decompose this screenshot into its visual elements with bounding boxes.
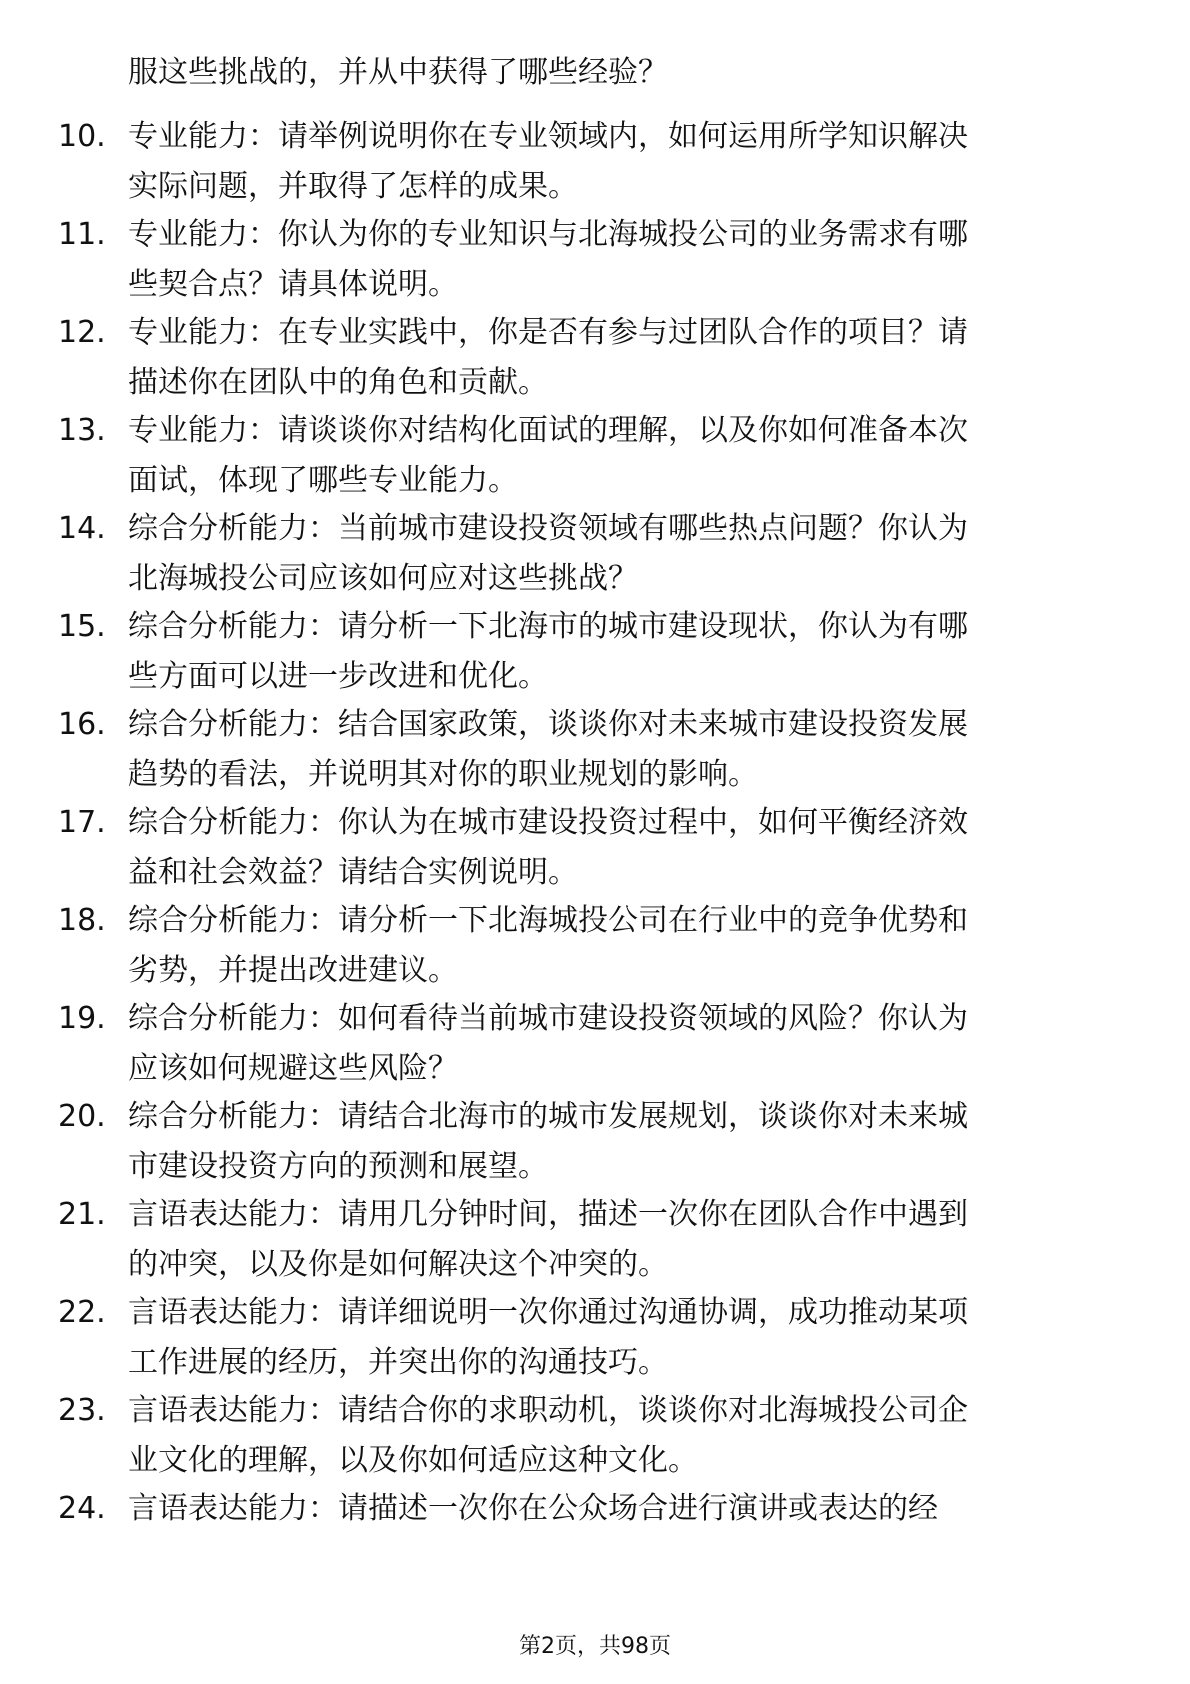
question-number: 16.: [58, 707, 106, 742]
question-line: 综合分析能力：当前城市建设投资领域有哪些热点问题？你认为: [128, 511, 968, 546]
continuation-text: 服这些挑战的，并从中获得了哪些经验？: [128, 55, 668, 90]
question-text: [128, 700, 1118, 800]
question-line: 言语表达能力：请用几分钟时间，描述一次你在团队合作中遇到: [128, 1197, 968, 1232]
question-item: [0, 994, 1190, 1092]
question-number: 18.: [58, 903, 106, 938]
question-text: [128, 1092, 1118, 1192]
question-item: [0, 112, 1190, 210]
question-line: 劣势，并提出改进建议。: [128, 953, 458, 988]
question-number: 12.: [58, 315, 106, 350]
question-item: [0, 504, 1190, 602]
question-item: [0, 700, 1190, 798]
question-line: 专业能力：请谈谈你对结构化面试的理解，以及你如何准备本次: [128, 413, 968, 448]
question-text: [128, 1386, 1118, 1486]
question-item: [0, 1288, 1190, 1386]
question-line: 业文化的理解，以及你如何适应这种文化。: [128, 1443, 698, 1478]
question-item: [0, 1092, 1190, 1190]
page-number-footer: 第2页，共98页: [519, 1634, 671, 1659]
question-text: [128, 504, 1118, 604]
question-text: [128, 308, 1118, 408]
question-item: [0, 798, 1190, 896]
question-text: [128, 112, 1118, 212]
question-number: 15.: [58, 609, 106, 644]
question-line: 北海城投公司应该如何应对这些挑战？: [128, 561, 638, 596]
question-line: 的冲突，以及你是如何解决这个冲突的。: [128, 1247, 668, 1282]
question-line: 专业能力：你认为你的专业知识与北海城投公司的业务需求有哪: [128, 217, 968, 252]
question-line: 工作进展的经历，并突出你的沟通技巧。: [128, 1345, 668, 1380]
question-line: 综合分析能力：请分析一下北海城投公司在行业中的竞争优势和: [128, 903, 968, 938]
question-item: [0, 896, 1190, 994]
question-line: 言语表达能力：请描述一次你在公众场合进行演讲或表达的经: [128, 1491, 938, 1526]
question-text: [128, 994, 1118, 1094]
question-line: 综合分析能力：结合国家政策，谈谈你对未来城市建设投资发展: [128, 707, 968, 742]
question-line: 趋势的看法，并说明其对你的职业规划的影响。: [128, 757, 758, 792]
question-text: [128, 210, 1118, 310]
question-item: [0, 308, 1190, 406]
question-number: 10.: [58, 119, 106, 154]
question-item: [0, 210, 1190, 308]
question-text: [128, 406, 1118, 506]
question-item: [0, 1484, 1190, 1582]
question-item: [0, 1190, 1190, 1288]
question-line: 综合分析能力：请分析一下北海市的城市建设现状，你认为有哪: [128, 609, 968, 644]
question-text: [128, 896, 1118, 996]
question-line: 综合分析能力：你认为在城市建设投资过程中，如何平衡经济效: [128, 805, 968, 840]
question-line: 言语表达能力：请结合你的求职动机，谈谈你对北海城投公司企: [128, 1393, 968, 1428]
question-line: 专业能力：在专业实践中，你是否有参与过团队合作的项目？请: [128, 315, 968, 350]
question-line: 市建设投资方向的预测和展望。: [128, 1149, 548, 1184]
question-text: [128, 1288, 1118, 1388]
question-text: [128, 1190, 1118, 1290]
question-text: [128, 798, 1118, 898]
question-item: [0, 406, 1190, 504]
question-number: 11.: [58, 217, 106, 252]
question-text: [128, 602, 1118, 702]
question-line: 综合分析能力：请结合北海市的城市发展规划，谈谈你对未来城: [128, 1099, 968, 1134]
question-number: 19.: [58, 1001, 106, 1036]
question-line: 综合分析能力：如何看待当前城市建设投资领域的风险？你认为: [128, 1001, 968, 1036]
question-number: 17.: [58, 805, 106, 840]
question-number: 24.: [58, 1491, 106, 1526]
question-number: 14.: [58, 511, 106, 546]
question-number: 20.: [58, 1099, 106, 1134]
question-number: 21.: [58, 1197, 106, 1232]
question-line: 专业能力：请举例说明你在专业领域内，如何运用所学知识解决: [128, 119, 968, 154]
question-line: 益和社会效益？请结合实例说明。: [128, 855, 578, 890]
question-line: 面试，体现了哪些专业能力。: [128, 463, 518, 498]
question-line: 言语表达能力：请详细说明一次你通过沟通协调，成功推动某项: [128, 1295, 968, 1330]
question-line: 些契合点？请具体说明。: [128, 267, 458, 302]
question-number: 22.: [58, 1295, 106, 1330]
question-number: 23.: [58, 1393, 106, 1428]
question-number: 13.: [58, 413, 106, 448]
question-line: 些方面可以进一步改进和优化。: [128, 659, 548, 694]
question-line: 应该如何规避这些风险？: [128, 1051, 458, 1086]
question-item: [0, 602, 1190, 700]
question-line: 描述你在团队中的角色和贡献。: [128, 365, 548, 400]
question-item: [0, 1386, 1190, 1484]
question-list: [0, 112, 1190, 1582]
question-text: [128, 1484, 1118, 1534]
question-line: 实际问题，并取得了怎样的成果。: [128, 169, 578, 204]
